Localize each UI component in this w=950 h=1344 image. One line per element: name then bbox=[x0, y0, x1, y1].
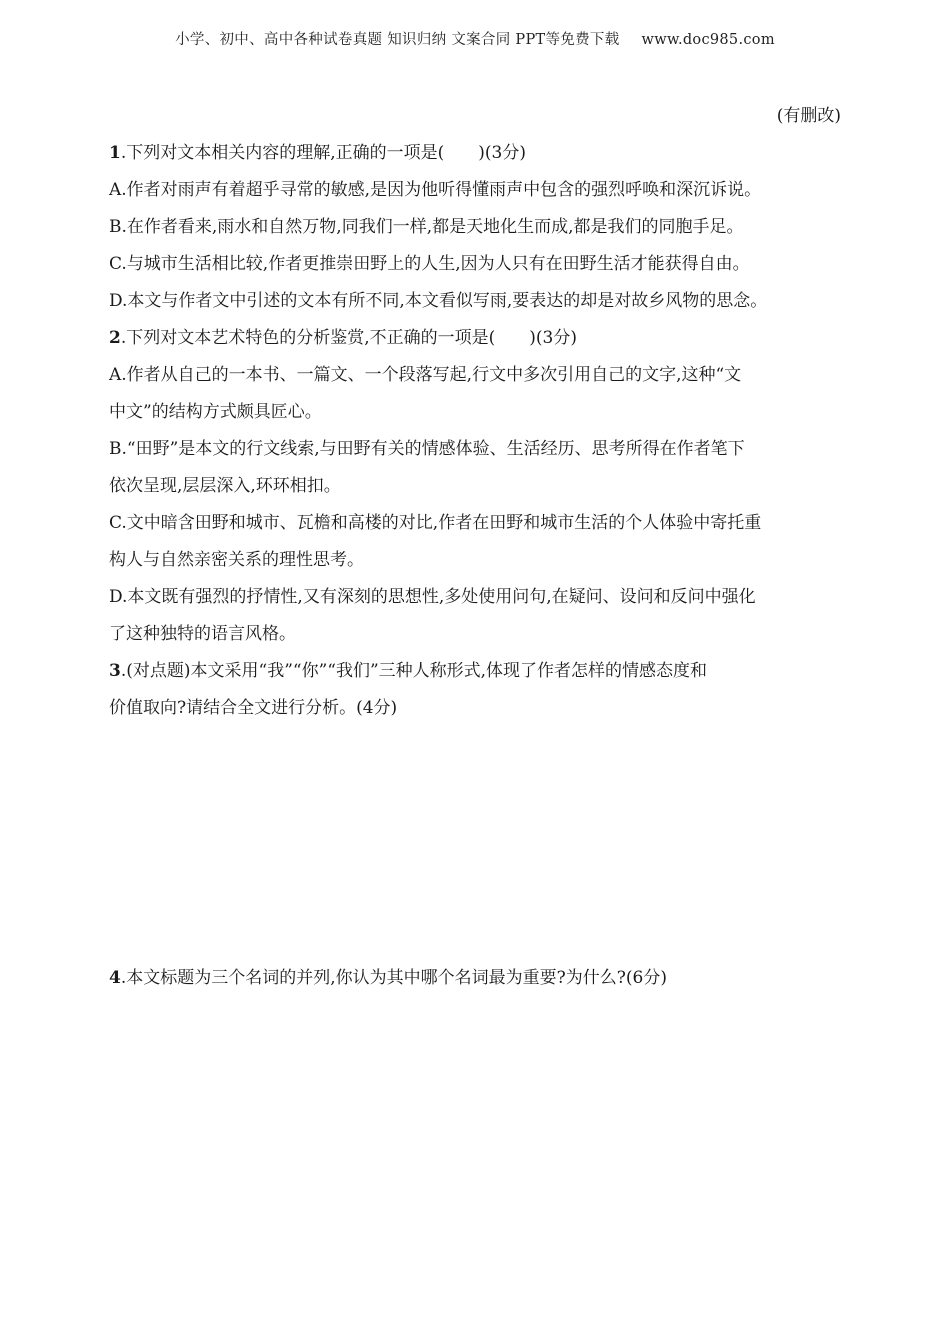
question-4 bbox=[109, 960, 841, 997]
option-d bbox=[109, 579, 841, 653]
question-1 bbox=[109, 135, 841, 320]
question-stem bbox=[109, 320, 841, 357]
page-header bbox=[0, 28, 950, 49]
question-3 bbox=[109, 653, 841, 727]
option-line: D.本文既有强烈的抒情性,又有深刻的思想性,多处使用问句,在疑问、设问和反问中强化 bbox=[109, 587, 756, 607]
option-a: A.作者对雨声有着超乎寻常的敏感,是因为他听得懂雨声中包含的强烈呼唤和深沉诉说。 bbox=[109, 180, 762, 200]
option-a bbox=[109, 357, 841, 431]
option-c: C.与城市生活相比较,作者更推崇田野上的人生,因为人只有在田野生活才能获得自由。 bbox=[109, 254, 750, 274]
option-line: 依次呈现,层层深入,环环相扣。 bbox=[109, 476, 341, 496]
question-stem bbox=[109, 960, 841, 997]
question-text: .下列对文本相关内容的理解,正确的一项是( )(3分) bbox=[120, 143, 526, 163]
option-c bbox=[109, 505, 841, 579]
option-d: D.本文与作者文中引述的文本有所不同,本文看似写雨,要表达的却是对故乡风物的思念。 bbox=[109, 291, 768, 311]
option-line: A.作者从自己的一本书、一篇文、一个段落写起,行文中多次引用自己的文字,这种“文 bbox=[109, 365, 742, 385]
question-number: 1 bbox=[109, 143, 121, 163]
option-line: 构人与自然亲密关系的理性思考。 bbox=[109, 550, 364, 570]
option-b bbox=[109, 431, 841, 505]
option-line: 了这种独特的语言风格。 bbox=[109, 624, 296, 644]
header-url[interactable]: www.doc985.com bbox=[641, 32, 775, 48]
option-line: 中文”的结构方式颇具匠心。 bbox=[109, 402, 322, 422]
question-stem bbox=[109, 135, 841, 172]
question-text: .(对点题)本文采用“我”“你”“我们”三种人称形式,体现了作者怎样的情感态度和 bbox=[120, 661, 708, 681]
option-b: B.在作者看来,雨水和自然万物,同我们一样,都是天地化生而成,都是我们的同胞手足。 bbox=[109, 217, 744, 237]
question-number: 3 bbox=[109, 661, 121, 681]
option-line: C.文中暗含田野和城市、瓦檐和高楼的对比,作者在田野和城市生活的个人体验中寄托重 bbox=[109, 513, 762, 533]
answer-space bbox=[109, 727, 841, 960]
question-number: 2 bbox=[109, 328, 121, 348]
question-text: .本文标题为三个名词的并列,你认为其中哪个名词最为重要?为什么?(6分) bbox=[120, 968, 667, 988]
option-line: B.“田野”是本文的行文线索,与田野有关的情感体验、生活经历、思考所得在作者笔下 bbox=[109, 439, 745, 459]
source-note: (有删改) bbox=[776, 106, 841, 126]
question-number: 4 bbox=[109, 968, 121, 988]
document-body bbox=[109, 98, 841, 997]
question-stem bbox=[109, 653, 841, 690]
question-text: .下列对文本艺术特色的分析鉴赏,不正确的一项是( )(3分) bbox=[120, 328, 577, 348]
header-text: 小学、初中、高中各种试卷真题 知识归纳 文案合同 PPT等免费下载 bbox=[175, 32, 620, 48]
question-2 bbox=[109, 320, 841, 653]
question-text-continued: 价值取向?请结合全文进行分析。(4分) bbox=[109, 698, 398, 718]
